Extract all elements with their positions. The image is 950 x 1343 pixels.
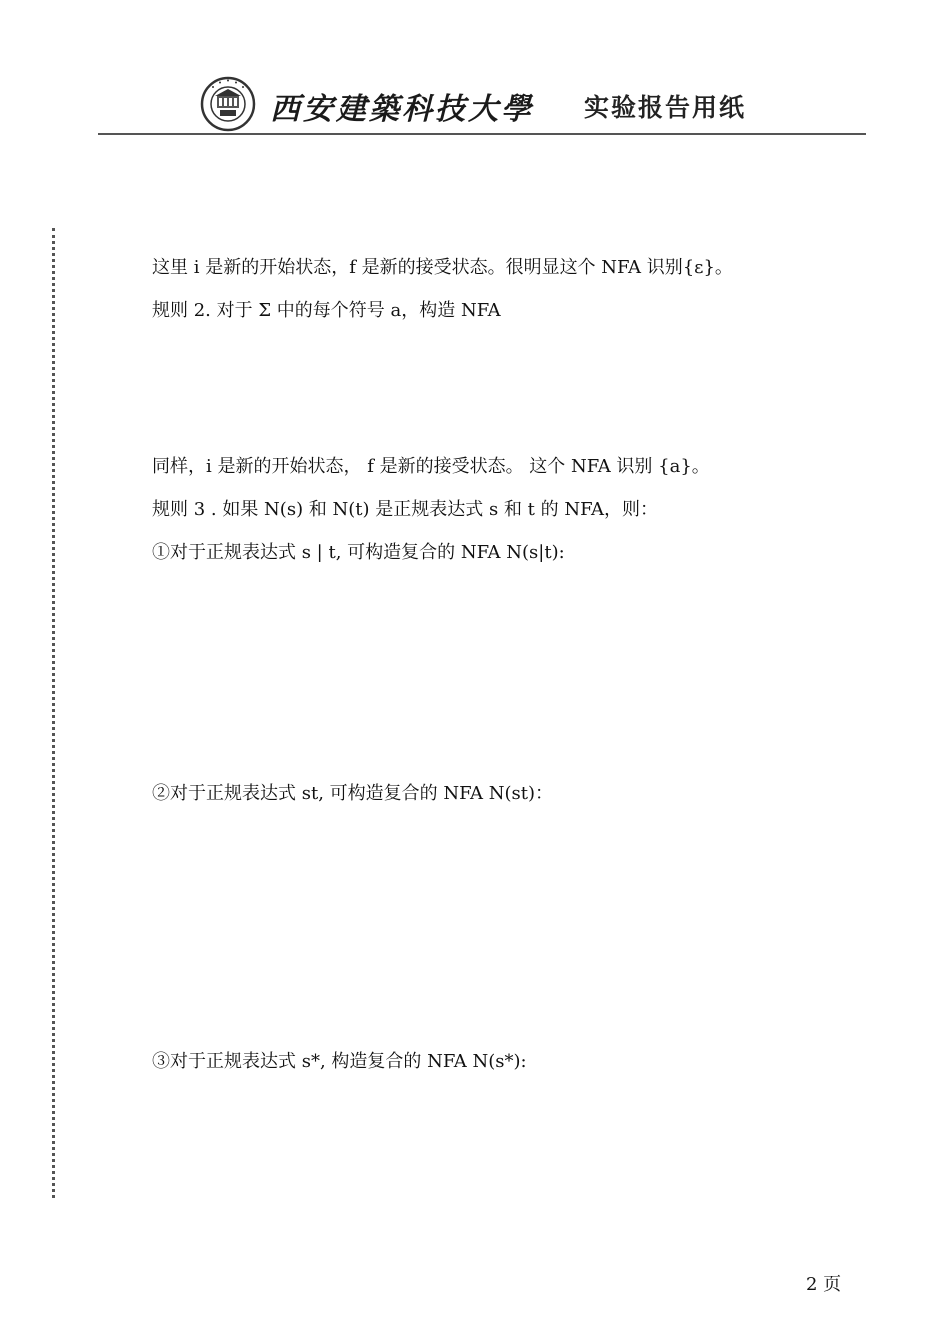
report-header <box>0 0 950 140</box>
text-line-union: ①对于正规表达式 s | t, 可构造复合的 NFA N(s|t): <box>152 542 565 563</box>
text-line-rule-3: 规则 3 . 如果 N(s) 和 N(t) 是正规表达式 s 和 t 的 NFA，则： <box>152 499 659 520</box>
text-line-closure: ③对于正规表达式 s*, 构造复合的 NFA N(s*): <box>152 1051 527 1072</box>
page-number: 2 页 <box>806 1274 842 1295</box>
header-divider <box>98 133 866 135</box>
university-seal-logo <box>200 76 256 132</box>
binding-margin-dotted-line <box>52 228 55 1198</box>
university-name: 西安建築科技大學 <box>270 92 534 127</box>
text-line-rule-2: 规则 2. 对于 Σ 中的每个符号 a，构造 NFA <box>152 300 501 321</box>
text-line-symbol-nfa: 同样，i 是新的开始状态， f 是新的接受状态。 这个 NFA 识别 {a}。 <box>152 456 710 477</box>
text-line-epsilon-nfa: 这里 i 是新的开始状态，f 是新的接受状态。很明显这个 NFA 识别{ε}。 <box>152 257 733 278</box>
paper-title: 实验报告用纸 <box>584 93 747 122</box>
text-line-concatenation: ②对于正规表达式 st, 可构造复合的 NFA N(st)： <box>152 783 554 804</box>
